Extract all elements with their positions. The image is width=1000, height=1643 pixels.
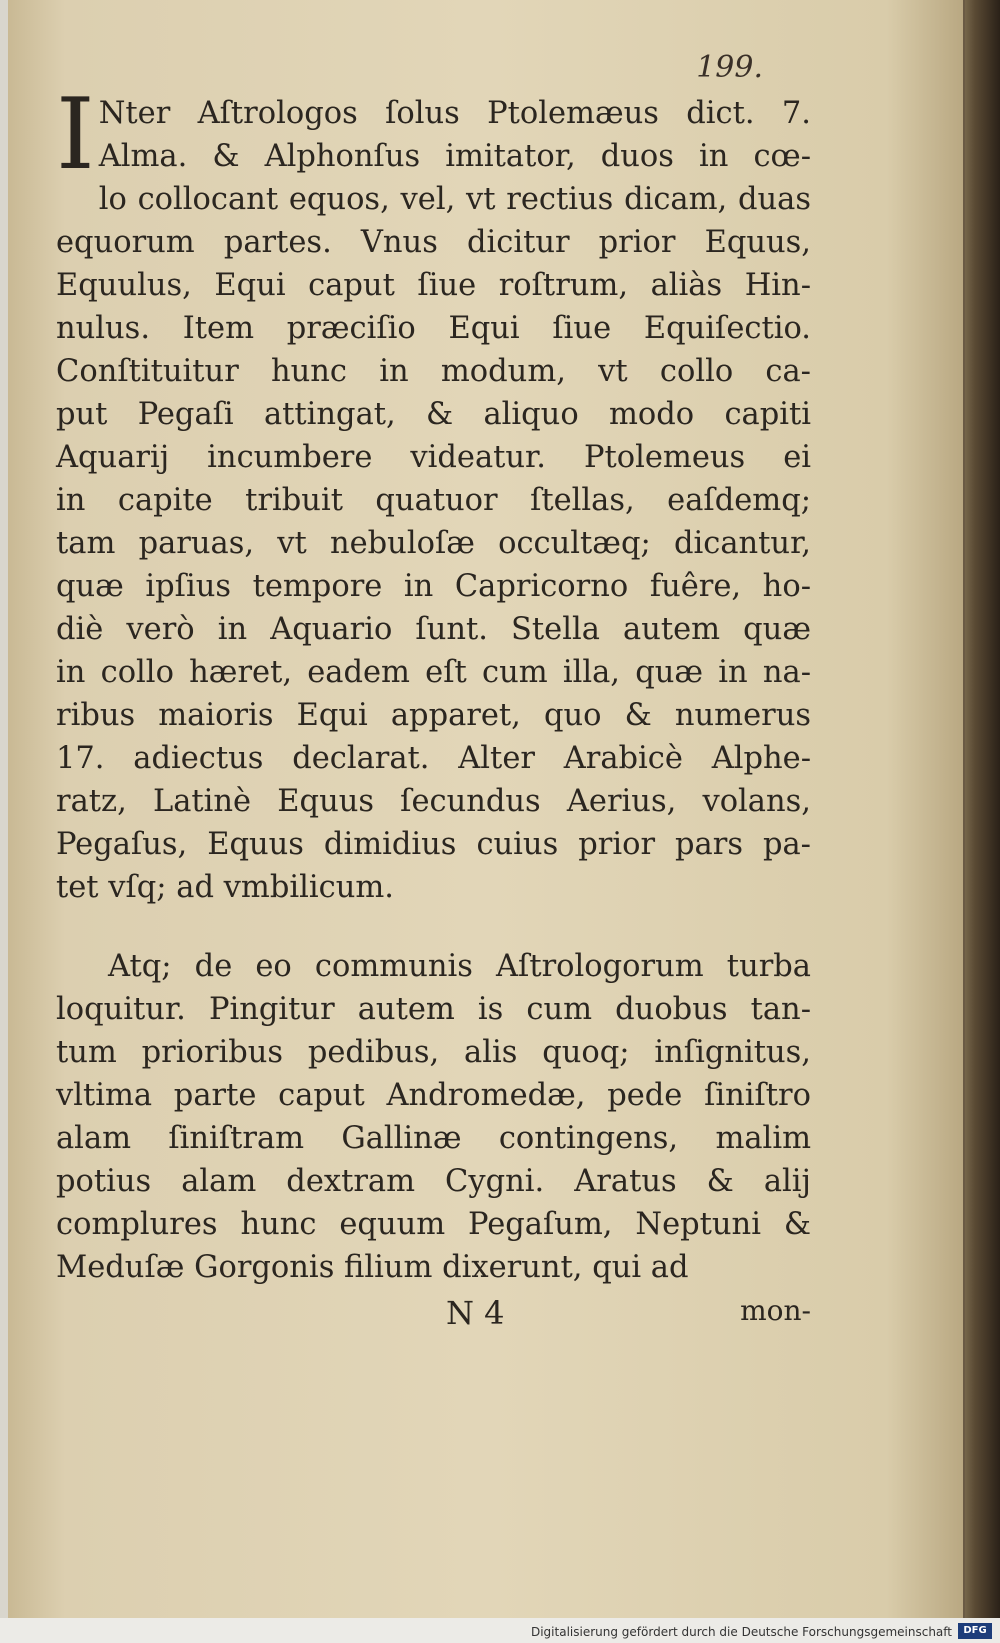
page-number: 199. xyxy=(696,50,763,85)
text-line: ratz, Latinè Equus ſecundus Aerius, volans, xyxy=(56,784,811,819)
text-line: put Pegaſi attingat, & aliquo modo capiti xyxy=(56,397,811,432)
credit-text: Digitalisierung gefördert durch die Deutsche Forschungsgemeinschaft xyxy=(530,1625,952,1639)
signature-mark: N 4 xyxy=(446,1294,505,1332)
text-line: in capite tribuit quatuor ſtellas, eaſdemq; xyxy=(56,483,811,518)
book-page xyxy=(8,0,965,1618)
text-line: 17. adiectus declarat. Alter Arabicè Alphe- xyxy=(56,741,811,776)
text-line: ribus maioris Equi apparet, quo & numerus xyxy=(56,698,811,733)
text-line: loquitur. Pingitur autem is cum duobus tan- xyxy=(56,992,811,1027)
paragraph-2 xyxy=(56,945,811,1289)
text-line: vltima parte caput Andromedæ, pede ſiniſtro xyxy=(56,1078,811,1113)
text-line: Nter Aſtrologos ſolus Ptolemæus dict. 7. xyxy=(98,96,811,131)
main-text xyxy=(56,78,811,1289)
catchword: mon- xyxy=(740,1294,811,1327)
text-line: Aquarij incumbere videatur. Ptolemeus ei xyxy=(56,440,811,475)
text-line: alam ſiniſtram Gallinæ contingens, malim xyxy=(56,1121,811,1156)
text-line: tam paruas, vt nebuloſæ occultæq; dicantur, xyxy=(56,526,811,561)
text-line: Pegaſus, Equus dimidius cuius prior pars pa- xyxy=(56,827,811,862)
drop-cap: I xyxy=(56,78,95,192)
text-line: tum prioribus pedibus, alis quoq; inſignitus, xyxy=(56,1035,811,1070)
text-line: complures hunc equum Pegaſum, Neptuni & xyxy=(56,1207,811,1242)
text-line: Conſtituitur hunc in modum, vt collo ca- xyxy=(56,354,811,389)
text-line: Equulus, Equi caput ſiue roſtrum, aliàs Hin- xyxy=(56,268,811,303)
text-line: lo collocant equos, vel, vt rectius dicam, duas xyxy=(98,182,811,217)
paragraph-1 xyxy=(56,78,811,909)
text-line: in collo hæret, eadem eſt cum illa, quæ in na- xyxy=(56,655,811,690)
text-line: potius alam dextram Cygni. Aratus & alij xyxy=(56,1164,811,1199)
text-line: tet vſq; ad vmbilicum. xyxy=(56,870,394,905)
page-footer xyxy=(56,1294,811,1334)
text-line: diè verò in Aquario ſunt. Stella autem quæ xyxy=(56,612,811,647)
credit-bar xyxy=(0,1618,1000,1643)
text-line: equorum partes. Vnus dicitur prior Equus, xyxy=(56,225,811,260)
text-line: nulus. Item præciſio Equi ſiue Equiſectio. xyxy=(56,311,811,346)
text-line: quæ ipſius tempore in Capricorno fuêre, ho- xyxy=(56,569,811,604)
text-line: Meduſæ Gorgonis filium dixerunt, qui ad xyxy=(56,1250,689,1285)
text-line: Atq; de eo communis Aſtrologorum turba xyxy=(108,949,811,984)
dfg-logo: DFG xyxy=(958,1623,992,1639)
text-line: Alma. & Alphonſus imitator, duos in cœ- xyxy=(98,139,811,174)
